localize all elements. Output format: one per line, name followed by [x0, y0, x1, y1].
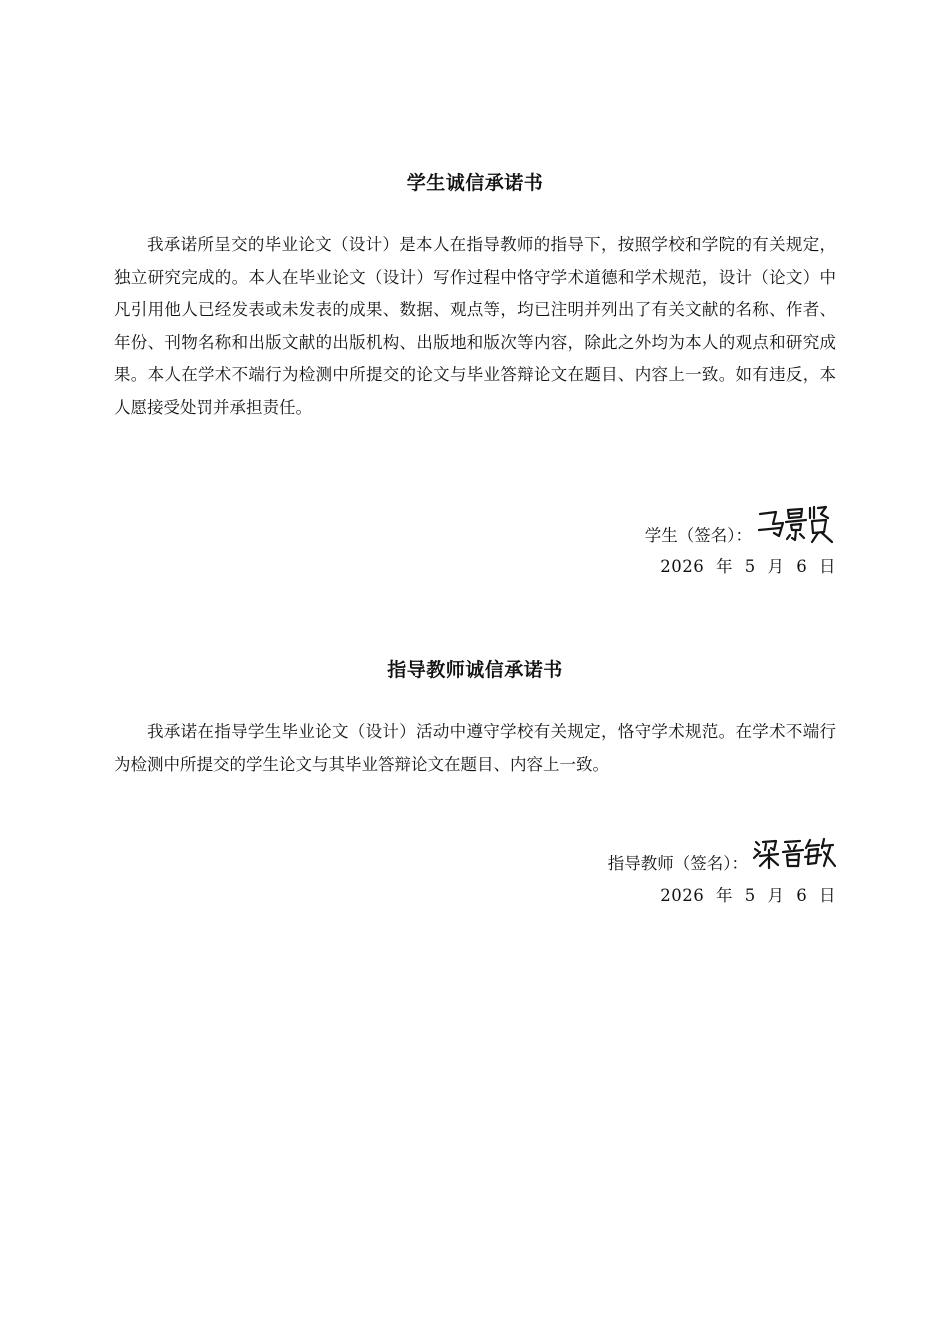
teacher-date-day-unit: 日	[819, 886, 836, 905]
student-date-month-unit: 月	[767, 557, 785, 576]
student-pledge-body: 我承诺所呈交的毕业论文（设计）是本人在指导教师的指导下，按照学校和学院的有关规定，独立研究完成的。本人在毕业论文（设计）写作过程中恪守学术道德和学术规范，设计（论文）中凡引用他人已经发表或未发表的成果、数据、观点等，均已注明并列出了有关文献的名称、作者、年份、刊物名称和出版文献的出版机构、出版地和版次等内容，除此之外均为本人的观点和研究成果。本人在学术不端行为检测中所提交的论文与毕业答辩论文在题目、内容上一致。如有违反，本人愿接受处罚并承担责任。	[114, 235, 836, 417]
student-date-month: 5	[744, 557, 756, 576]
teacher-sign-date	[660, 882, 836, 906]
student-handwritten-signature	[756, 502, 836, 546]
student-date-day: 6	[796, 557, 808, 576]
teacher-date-month: 5	[744, 886, 756, 905]
student-sign-label: 学生（签名）：	[644, 526, 752, 545]
student-pledge-title: 学生诚信承诺书	[406, 172, 544, 194]
teacher-pledge-body: 我承诺在指导学生毕业论文（设计）活动中遵守学校有关规定，恪守学术规范。在学术不端行为检测中所提交的学生论文与其毕业答辩论文在题目、内容上一致。	[114, 722, 836, 774]
student-sign-date	[660, 553, 836, 577]
teacher-sign-label: 指导教师（签名）：	[607, 854, 748, 873]
teacher-date-day: 6	[796, 886, 808, 905]
student-date-year-unit: 年	[716, 557, 733, 576]
teacher-handwritten-signature	[752, 836, 836, 874]
teacher-date-month-unit: 月	[767, 886, 785, 905]
teacher-date-year-unit: 年	[716, 886, 733, 905]
student-date-year: 2026	[660, 557, 705, 576]
teacher-pledge-title: 指导教师诚信承诺书	[387, 659, 563, 681]
student-date-day-unit: 日	[819, 557, 836, 576]
teacher-signature-line	[608, 836, 836, 874]
teacher-date-year: 2026	[660, 886, 705, 905]
student-signature-line	[645, 500, 836, 546]
